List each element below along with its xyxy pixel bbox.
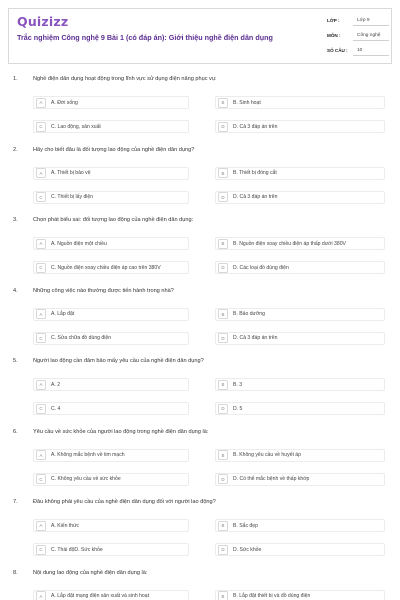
option-letter-box: D — [218, 122, 228, 132]
answer-option[interactable] — [215, 519, 385, 532]
option-letter-box: A — [36, 168, 46, 178]
answer-option[interactable] — [33, 332, 189, 345]
question-number: 1. — [13, 76, 18, 82]
option-text: B. 3 — [233, 381, 243, 388]
question-item — [0, 147, 400, 217]
option-letter-box: C — [36, 192, 46, 202]
option-letter-box: C — [36, 122, 46, 132]
option-text: C. Sửa chữa đồ dùng điện — [51, 335, 112, 341]
option-letter-box: C — [36, 263, 46, 273]
answer-option[interactable] — [33, 191, 189, 204]
option-text: A. Lắp đặt — [51, 311, 75, 317]
option-text: C. 4 — [51, 405, 61, 412]
option-letter-box: B — [218, 98, 228, 108]
option-letter-box: A — [36, 521, 46, 531]
option-text: D. 5 — [233, 405, 243, 412]
answer-option[interactable] — [215, 449, 385, 462]
option-letter-box: D — [218, 404, 228, 414]
answer-option[interactable] — [215, 332, 385, 345]
option-text: D. Cả 3 đáp án trên — [233, 194, 278, 200]
meta-row-class — [327, 17, 389, 29]
option-text: D. Cả 3 đáp án trên — [233, 123, 278, 130]
option-text: D. Các loại đồ dùng điện — [233, 264, 289, 271]
question-item — [0, 217, 400, 287]
answer-option[interactable] — [215, 308, 385, 321]
option-text: C. Nguồn điện xoay chiều điện áp cao trên 380V — [51, 264, 161, 271]
question-item — [0, 429, 400, 499]
option-letter-box: D — [218, 474, 228, 484]
option-letter-box: A — [36, 591, 46, 600]
meta-label: SỐ CÂU : — [327, 48, 348, 53]
question-text: Đâu không phải yêu cầu của nghề điện dân dụng đối với người lao động? — [33, 499, 216, 505]
question-number: 5. — [13, 358, 18, 364]
quizizz-logo: Quizizz — [17, 14, 69, 29]
option-text: A. Nguồn điện một chiều — [51, 240, 107, 247]
option-text: A. Lắp đặt mạng điện sản xuất và sinh hoạt — [51, 593, 149, 599]
answer-option[interactable] — [215, 237, 385, 250]
option-text: B. Bảo dưỡng — [233, 311, 265, 317]
option-letter-box: D — [218, 333, 228, 343]
answer-option[interactable] — [33, 473, 189, 486]
question-number: 8. — [13, 569, 18, 576]
question-number: 4. — [13, 287, 18, 294]
answer-option[interactable] — [215, 120, 385, 133]
answer-option[interactable] — [215, 191, 385, 204]
answer-option[interactable] — [33, 402, 189, 415]
option-text: B. Không yêu cầu về huyết áp — [233, 452, 301, 458]
question-text: Người lao động cần đảm bảo mấy yêu cầu của nghề điện dân dụng? — [33, 358, 204, 364]
question-number: 2. — [13, 146, 18, 153]
option-letter-box: A — [36, 380, 46, 390]
option-letter-box: C — [36, 333, 46, 343]
answer-option[interactable] — [33, 449, 189, 462]
option-letter-box: A — [36, 98, 46, 108]
answer-option[interactable] — [215, 378, 385, 391]
option-letter-box: A — [36, 450, 46, 460]
option-text: A. 2 — [51, 381, 61, 388]
question-item — [0, 76, 400, 146]
option-letter-box: C — [36, 404, 46, 414]
option-text: A. Đời sống — [51, 99, 78, 106]
meta-value: Công nghệ — [353, 32, 389, 41]
question-number: 6. — [13, 428, 18, 435]
answer-option[interactable] — [33, 543, 189, 556]
answer-option[interactable] — [215, 590, 385, 600]
option-text: C. Lao động, sản xuất — [51, 123, 101, 130]
question-number: 3. — [13, 217, 18, 223]
meta-label: LỚP : — [327, 18, 340, 23]
option-text: A. Không mắc bệnh về tim mạch — [51, 452, 125, 458]
answer-option[interactable] — [33, 96, 189, 109]
answer-option[interactable] — [215, 96, 385, 109]
option-letter-box: C — [36, 545, 46, 555]
option-letter-box: B — [218, 309, 228, 319]
question-item — [0, 499, 400, 569]
option-letter-box: D — [218, 192, 228, 202]
option-text: D. Sức khỏe — [233, 546, 262, 553]
question-item — [0, 288, 400, 358]
answer-option[interactable] — [33, 261, 189, 274]
option-text: D. Có thể mắc bệnh về thấp khớp — [233, 476, 310, 482]
answer-option[interactable] — [33, 519, 189, 532]
option-text: B. Sắc đẹp — [233, 522, 258, 529]
answer-option[interactable] — [215, 261, 385, 274]
option-text: A. Thiết bị bảo vệ — [51, 170, 91, 176]
question-number: 7. — [13, 499, 18, 505]
answer-option[interactable] — [215, 167, 385, 180]
option-letter-box: B — [218, 591, 228, 600]
option-text: B. Thiết bị đóng cắt — [233, 170, 277, 176]
meta-row-question-count — [327, 47, 389, 59]
option-text: B. Lắp đặt thiết bị và đồ dùng điện — [233, 593, 311, 599]
option-letter-box: B — [218, 239, 228, 249]
answer-option[interactable] — [215, 473, 385, 486]
answer-option[interactable] — [33, 167, 189, 180]
option-letter-box: C — [36, 474, 46, 484]
option-letter-box: B — [218, 168, 228, 178]
option-text: A. Kiến thức — [51, 522, 80, 529]
option-letter-box: A — [36, 239, 46, 249]
question-text: Chọn phát biểu sai: đối tượng lao động của nghề điện dân dụng: — [33, 217, 194, 223]
meta-value: 10 — [353, 47, 389, 56]
worksheet-header — [8, 8, 392, 64]
question-text: Hãy cho biết đâu là đối tượng lao động của nghề điện dân dụng? — [33, 146, 195, 153]
worksheet-meta — [327, 17, 389, 62]
answer-option[interactable] — [215, 402, 385, 415]
question-text: Những công việc nào thường được tiến hành trong nhà? — [33, 287, 174, 294]
option-text: B. Nguồn điện xoay chiều điện áp thấp dưới 380V — [233, 240, 346, 247]
option-letter-box: B — [218, 450, 228, 460]
option-text: C. Không yêu cầu về sức khỏe — [51, 476, 121, 482]
answer-option[interactable] — [215, 543, 385, 556]
question-text: Yêu cầu về sức khỏe của người lao động trong nghề điện dân dụng là: — [33, 428, 209, 435]
meta-value: Lớp 9 — [353, 17, 389, 26]
answer-option[interactable] — [33, 308, 189, 321]
option-letter-box: B — [218, 380, 228, 390]
answer-option[interactable] — [33, 378, 189, 391]
option-text: C. Thái độD. Sức khỏe — [51, 546, 103, 553]
option-letter-box: D — [218, 545, 228, 555]
question-item — [0, 570, 400, 600]
option-letter-box: B — [218, 521, 228, 531]
question-text: Nội dung lao động của nghề điện dân dụng là: — [33, 569, 148, 576]
option-letter-box: A — [36, 309, 46, 319]
answer-option[interactable] — [33, 590, 189, 600]
option-text: D. Cả 3 đáp án trên — [233, 335, 278, 341]
option-letter-box: D — [218, 263, 228, 273]
option-text: B. Sinh hoạt — [233, 99, 261, 106]
question-text: Nghề điện dân dụng hoạt động trong lĩnh vực sử dụng điện năng phục vụ: — [33, 76, 217, 82]
question-item — [0, 358, 400, 428]
meta-label: MÔN : — [327, 33, 341, 38]
answer-option[interactable] — [33, 120, 189, 133]
worksheet-title: Trắc nghiệm Công nghệ 9 Bài 1 (có đáp án): Giới thiệu nghề điện dân dụng — [17, 33, 273, 42]
option-text: C. Thiết bị lấy điện — [51, 194, 94, 200]
answer-option[interactable] — [33, 237, 189, 250]
meta-row-subject — [327, 32, 389, 44]
